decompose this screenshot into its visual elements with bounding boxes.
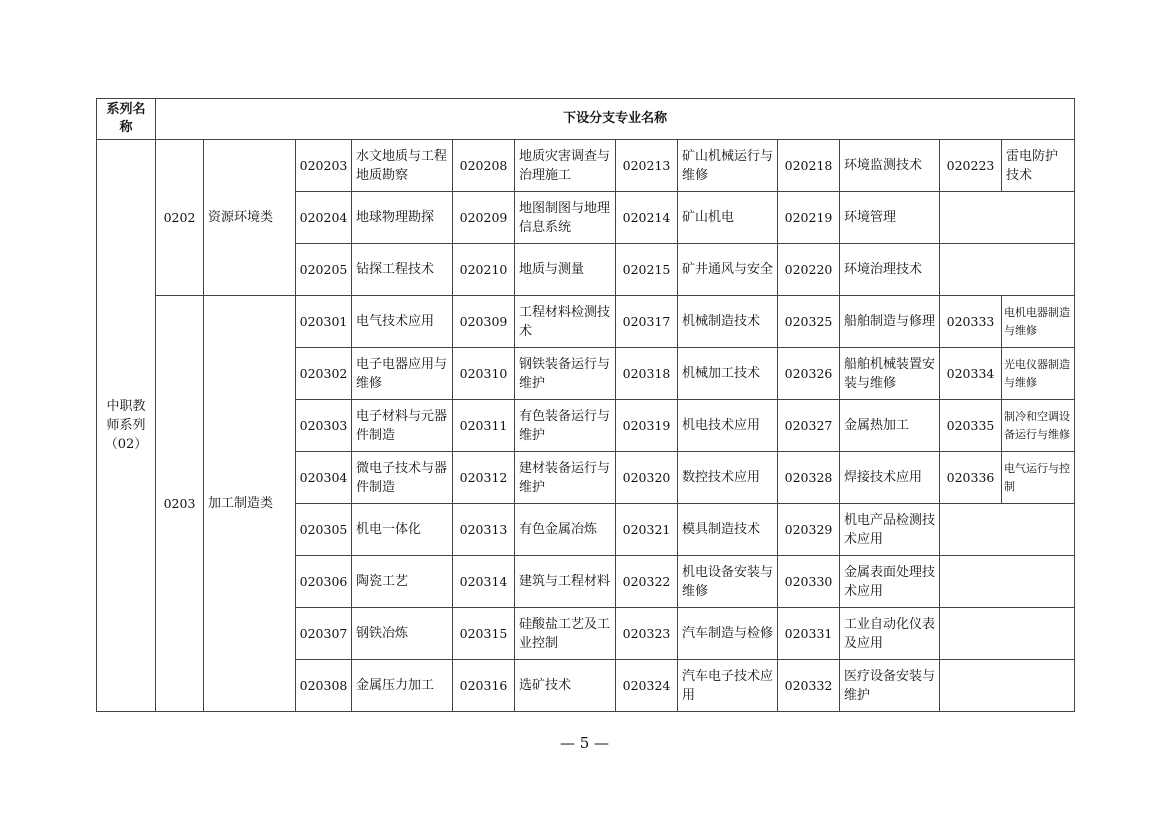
specialty-name: 金属热加工 xyxy=(840,400,940,452)
specialty-name: 硅酸盐工艺及工业控制 xyxy=(515,608,616,660)
specialty-code: 020318 xyxy=(616,348,678,400)
specialty-name: 医疗设备安装与维护 xyxy=(840,660,940,712)
specialty-name: 选矿技术 xyxy=(515,660,616,712)
table-row xyxy=(97,296,1075,348)
specialty-name: 矿山机械运行与维修 xyxy=(678,140,778,192)
specialty-code: 020310 xyxy=(453,348,515,400)
specialty-name: 汽车电子技术应用 xyxy=(678,660,778,712)
specialty-name: 建材装备运行与维护 xyxy=(515,452,616,504)
specialty-name: 焊接技术应用 xyxy=(840,452,940,504)
specialty-name: 微电子技术与器件制造 xyxy=(352,452,453,504)
specialty-name: 电机电器制造与维修 xyxy=(1002,296,1075,348)
empty-cell xyxy=(940,504,1075,556)
specialty-name: 电子电器应用与维修 xyxy=(352,348,453,400)
category-name: 加工制造类 xyxy=(204,296,296,712)
specialty-code: 020325 xyxy=(778,296,840,348)
specialty-code: 020303 xyxy=(296,400,352,452)
specialty-code: 020308 xyxy=(296,660,352,712)
header-row xyxy=(97,99,1075,140)
specialty-code: 020334 xyxy=(940,348,1002,400)
specialty-code: 020331 xyxy=(778,608,840,660)
specialty-code: 020218 xyxy=(778,140,840,192)
empty-cell xyxy=(940,244,1075,296)
specialty-code: 020301 xyxy=(296,296,352,348)
specialty-code: 020333 xyxy=(940,296,1002,348)
specialty-name: 建筑与工程材料 xyxy=(515,556,616,608)
specialty-name: 机电技术应用 xyxy=(678,400,778,452)
specialty-name: 数控技术应用 xyxy=(678,452,778,504)
specialty-name: 雷电防护技术 xyxy=(1002,140,1075,192)
specialty-name: 船舶机械装置安装与维修 xyxy=(840,348,940,400)
specialty-name: 矿山机电 xyxy=(678,192,778,244)
specialty-code: 020313 xyxy=(453,504,515,556)
specialty-code: 020223 xyxy=(940,140,1002,192)
specialty-code: 020311 xyxy=(453,400,515,452)
empty-cell xyxy=(940,608,1075,660)
empty-cell xyxy=(940,192,1075,244)
specialty-code: 020319 xyxy=(616,400,678,452)
specialty-code: 020323 xyxy=(616,608,678,660)
specialty-name: 钻探工程技术 xyxy=(352,244,453,296)
specialty-code: 020219 xyxy=(778,192,840,244)
specialty-name: 工程材料检测技术 xyxy=(515,296,616,348)
specialty-code: 020316 xyxy=(453,660,515,712)
specialty-code: 020324 xyxy=(616,660,678,712)
specialty-code: 020317 xyxy=(616,296,678,348)
specialty-code: 020203 xyxy=(296,140,352,192)
specialty-code: 020321 xyxy=(616,504,678,556)
specialty-name: 光电仪器制造与维修 xyxy=(1002,348,1075,400)
specialty-name: 机械制造技术 xyxy=(678,296,778,348)
specialty-code: 020330 xyxy=(778,556,840,608)
specialty-name: 有色装备运行与维护 xyxy=(515,400,616,452)
specialty-name: 机电设备安装与维修 xyxy=(678,556,778,608)
series-name: 中职教师系列（02） xyxy=(97,140,156,712)
specialty-name: 机电产品检测技术应用 xyxy=(840,504,940,556)
specialty-code: 020302 xyxy=(296,348,352,400)
category-code: 0203 xyxy=(156,296,204,712)
specialty-code: 020314 xyxy=(453,556,515,608)
subfields-header: 下设分支专业名称 xyxy=(156,99,1075,140)
specialty-code: 020209 xyxy=(453,192,515,244)
empty-cell xyxy=(940,556,1075,608)
specialty-name: 金属表面处理技术应用 xyxy=(840,556,940,608)
specialty-name: 汽车制造与检修 xyxy=(678,608,778,660)
specialty-code: 020215 xyxy=(616,244,678,296)
specialty-code: 020327 xyxy=(778,400,840,452)
specialty-name: 环境管理 xyxy=(840,192,940,244)
specialty-code: 020336 xyxy=(940,452,1002,504)
specialty-name: 地球物理勘探 xyxy=(352,192,453,244)
specialty-code: 020328 xyxy=(778,452,840,504)
specialty-code: 020315 xyxy=(453,608,515,660)
category-code: 0202 xyxy=(156,140,204,296)
specialty-code: 020305 xyxy=(296,504,352,556)
specialty-name: 水文地质与工程地质勘察 xyxy=(352,140,453,192)
specialty-code: 020205 xyxy=(296,244,352,296)
specialty-code: 020220 xyxy=(778,244,840,296)
table-row xyxy=(97,140,1075,192)
specialty-code: 020335 xyxy=(940,400,1002,452)
specialty-code: 020306 xyxy=(296,556,352,608)
specialty-name: 地图制图与地理信息系统 xyxy=(515,192,616,244)
specialty-code: 020320 xyxy=(616,452,678,504)
specialty-name: 陶瓷工艺 xyxy=(352,556,453,608)
specialty-code: 020204 xyxy=(296,192,352,244)
specialty-name: 电气技术应用 xyxy=(352,296,453,348)
series-header: 系列名称 xyxy=(97,99,156,140)
specialty-name: 机械加工技术 xyxy=(678,348,778,400)
page-number: — 5 — xyxy=(559,734,610,752)
specialty-code: 020210 xyxy=(453,244,515,296)
specialty-name: 金属压力加工 xyxy=(352,660,453,712)
specialty-name: 环境治理技术 xyxy=(840,244,940,296)
specialty-name: 地质与测量 xyxy=(515,244,616,296)
specialty-name: 钢铁装备运行与维护 xyxy=(515,348,616,400)
specialty-name: 矿井通风与安全 xyxy=(678,244,778,296)
specialty-name: 机电一体化 xyxy=(352,504,453,556)
specialty-name: 钢铁冶炼 xyxy=(352,608,453,660)
specialty-name: 电子材料与元器件制造 xyxy=(352,400,453,452)
specialty-code: 020208 xyxy=(453,140,515,192)
specialty-name: 电气运行与控制 xyxy=(1002,452,1075,504)
specialty-name: 环境监测技术 xyxy=(840,140,940,192)
specialty-code: 020326 xyxy=(778,348,840,400)
specialty-code: 020332 xyxy=(778,660,840,712)
specialty-name: 地质灾害调查与治理施工 xyxy=(515,140,616,192)
specialty-name: 模具制造技术 xyxy=(678,504,778,556)
specialty-name: 有色金属冶炼 xyxy=(515,504,616,556)
specialty-code: 020312 xyxy=(453,452,515,504)
specialty-code: 020214 xyxy=(616,192,678,244)
specialty-code: 020213 xyxy=(616,140,678,192)
specialty-code: 020307 xyxy=(296,608,352,660)
specialty-code: 020304 xyxy=(296,452,352,504)
specialty-name: 制冷和空调设备运行与维修 xyxy=(1002,400,1075,452)
specialty-code: 020309 xyxy=(453,296,515,348)
empty-cell xyxy=(940,660,1075,712)
specialty-table xyxy=(96,98,1075,712)
specialty-name: 工业自动化仪表及应用 xyxy=(840,608,940,660)
category-name: 资源环境类 xyxy=(204,140,296,296)
specialty-name: 船舶制造与修理 xyxy=(840,296,940,348)
specialty-code: 020329 xyxy=(778,504,840,556)
specialty-code: 020322 xyxy=(616,556,678,608)
